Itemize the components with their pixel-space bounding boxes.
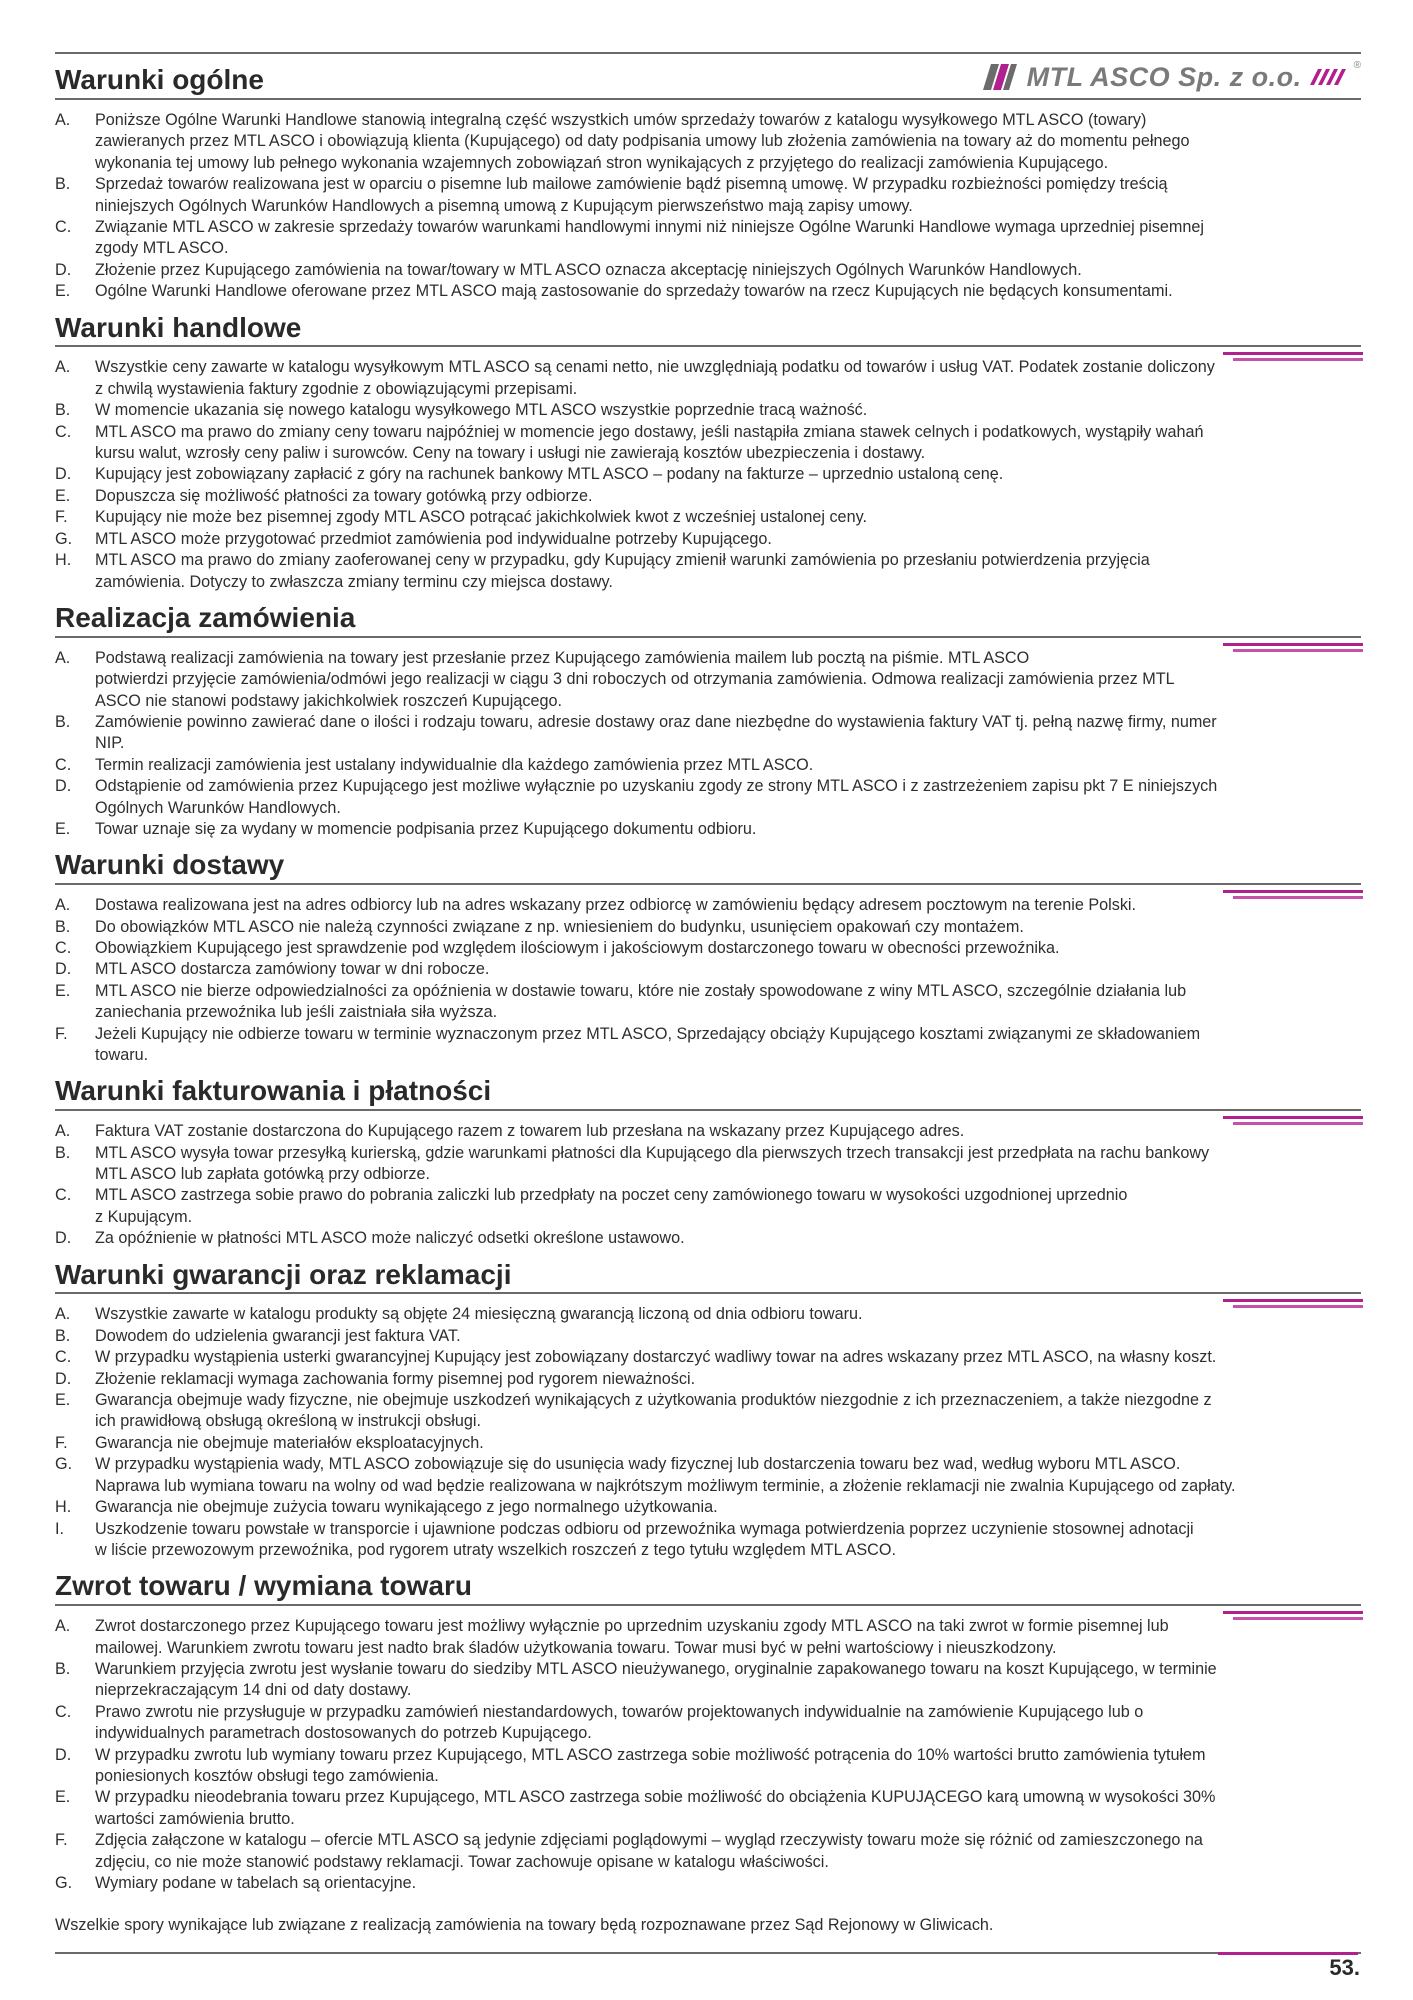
- clause-letter: F.: [55, 508, 68, 527]
- section-title: Warunki gwarancji oraz reklamacji: [55, 1258, 512, 1290]
- clause-item: [55, 776, 1361, 819]
- clause-item: [55, 819, 1361, 840]
- clause-text: Zwrot dostarczonego przez Kupującego towaru jest możliwy wyłącznie po uprzednim uzyskaniu zgody MTL ASCO na taki zwrot w formie pisemnej lub mailowej. Warunkiem zwrotu towaru jest nadto brak śladów użytkowania towaru. Towar musi być w pełni wartościowy i nieuszkodzony.: [95, 1617, 1169, 1657]
- clause-letter: I.: [55, 1519, 64, 1538]
- clause-item: [55, 1659, 1361, 1702]
- section: [55, 1260, 1361, 1562]
- clause-text: W przypadku wystąpienia wady, MTL ASCO zobowiązuje się do usunięcia wady fizycznej lub dostarczenia towaru bez wad, według wyboru MTL ASCO. Naprawa lub wymiana towaru na wolny od wad będzie realizowana w najkrótszym możliwym terminie, a złożenie reklamacji nie zwalnia Kupującego od zapłaty.: [95, 1455, 1236, 1495]
- clause-list: [55, 1304, 1361, 1561]
- clause-letter: B.: [55, 175, 71, 194]
- clause-item: [55, 938, 1361, 959]
- clause-text: Gwarancja nie obejmuje materiałów eksploatacyjnych.: [95, 1433, 484, 1452]
- section-accent-line: [1233, 896, 1363, 899]
- clause-text: Gwarancja obejmuje wady fizyczne, nie obejmuje uszkodzeń wynikających z użytkowania produktów niezgodnie z ich przeznaczeniem, a także niezgodne z ich prawidłową obsługą określoną w instrukcji obsługi.: [95, 1391, 1212, 1431]
- clause-list: [55, 895, 1361, 1066]
- clause-item: [55, 1121, 1361, 1142]
- section-accent-line: [1233, 1305, 1363, 1308]
- clause-item: [55, 422, 1361, 465]
- clause-text: Jeżeli Kupujący nie odbierze towaru w terminie wyznaczonym przez MTL ASCO, Sprzedający obciąży Kupującego kosztami związanymi ze składowaniem towaru.: [95, 1024, 1201, 1065]
- top-rule: [55, 52, 1361, 54]
- clause-item: [55, 648, 1361, 712]
- clause-letter: A.: [55, 896, 71, 915]
- section-header: [55, 850, 1361, 885]
- clause-item: [55, 1390, 1361, 1433]
- clause-text: Ogólne Warunki Handlowe oferowane przez MTL ASCO mają zastosowanie do sprzedaży towarów na rzecz Kupujących nie będących konsumentami.: [95, 282, 1173, 301]
- clause-item: [55, 357, 1361, 400]
- clause-text: Dostawa realizowana jest na adres odbiorcy lub na adres wskazany przez odbiorcę w zamówieniu będący adresem pocztowym na terenie Polski.: [95, 896, 1137, 915]
- clause-text: Kupujący jest zobowiązany zapłacić z góry na rachunek bankowy MTL ASCO – podany na fakturze – uprzednio ustaloną cenę.: [95, 465, 1004, 484]
- clause-text: Podstawą realizacji zamówienia na towary jest przesłanie przez Kupującego zamówienia mailem lub pocztą na piśmie. MTL ASCO potwierdzi przyjęcie zamówienia/odmówi jego realizacji w ciągu 3 dni roboczych od otrzymania zamówienia. Odmowa realizacji zamówienia przez MTL ASCO nie stanowi podstawy jakichkolwiek roszczeń Kupującego.: [95, 648, 1175, 710]
- clause-item: [55, 507, 1361, 528]
- section-accent-line: [1233, 358, 1363, 361]
- clause-item: [55, 1702, 1361, 1745]
- clause-item: [55, 1228, 1361, 1249]
- clause-letter: D.: [55, 1745, 72, 1764]
- section-title: Warunki ogólne: [55, 64, 264, 96]
- clause-text: Dowodem do udzielenia gwarancji jest faktura VAT.: [95, 1326, 461, 1345]
- clause-text: Termin realizacji zamówienia jest ustalany indywidualnie dla każdego zamówienia przez MTL ASCO.: [95, 755, 814, 774]
- section-accent-line: [1233, 1617, 1363, 1620]
- clause-text: Prawo zwrotu nie przysługuje w przypadku zamówień niestandardowych, towarów projektowanych indywidualnie na zamówienie Kupującego lub o indywidualnych parametrach dostosowanych do potrzeb Kupującego.: [95, 1702, 1144, 1743]
- clause-letter: E.: [55, 819, 71, 838]
- clause-text: Za opóźnienie w płatności MTL ASCO może naliczyć odsetki określone ustawowo.: [95, 1229, 685, 1248]
- clause-letter: D.: [55, 1229, 72, 1248]
- clause-text: Sprzedaż towarów realizowana jest w oparciu o pisemne lub mailowe zamówienie bądź pisemną umowę. W przypadku rozbieżności pomiędzy treścią niniejszych Ogólnych Warunków Handlowych a pisemną umową z Kupującym pierwszeństwo mają zapisy umowy.: [95, 175, 1168, 215]
- section-accent-line: [1233, 1122, 1363, 1125]
- section-accent-line: [1223, 1611, 1363, 1614]
- clause-letter: D.: [55, 777, 72, 796]
- clause-text: Obowiązkiem Kupującego jest sprawdzenie pod względem ilościowym i jakościowym dostarczonego towaru w obecności przewoźnika.: [95, 938, 1060, 957]
- clause-letter: B.: [55, 1143, 71, 1162]
- clause-letter: F.: [55, 1024, 68, 1043]
- section-title: Zwrot towaru / wymiana towaru: [55, 1570, 472, 1602]
- clause-letter: C.: [55, 218, 72, 237]
- clause-item: [55, 755, 1361, 776]
- clause-letter: A.: [55, 1305, 71, 1324]
- clause-item: [55, 1745, 1361, 1788]
- clause-letter: A.: [55, 358, 71, 377]
- clause-text: Kupujący nie może bez pisemnej zgody MTL ASCO potrącać jakichkolwiek kwot z wcześniej ustalonej ceny.: [95, 508, 867, 527]
- clause-item: [55, 1185, 1361, 1228]
- clause-letter: E.: [55, 1391, 71, 1410]
- clause-text: MTL ASCO nie bierze odpowiedzialności za opóźnienia w dostawie towaru, które nie zostały spowodowane z winy MTL ASCO, szczególnie działania lub zaniechania przewoźnika lub jeśli zaistniała siła wyższa.: [95, 981, 1187, 1022]
- clause-letter: F.: [55, 1433, 68, 1452]
- clause-text: Dopuszcza się możliwość płatności za towary gotówką przy odbiorze.: [95, 486, 593, 505]
- section: [55, 850, 1361, 1066]
- clause-text: Złożenie przez Kupującego zamówienia na towar/towary w MTL ASCO oznacza akceptację niniejszych Ogólnych Warunków Handlowych.: [95, 260, 1082, 279]
- clause-text: Wszystkie zawarte w katalogu produkty są objęte 24 miesięczną gwarancją liczoną od dnia odbioru towaru.: [95, 1305, 863, 1324]
- clause-letter: A.: [55, 648, 71, 667]
- clause-letter: C.: [55, 1348, 72, 1367]
- clause-text: MTL ASCO ma prawo do zmiany ceny towaru najpóźniej w momencie jego dostawy, jeśli nastąpiła zmiana stawek celnych i podatkowych, wystąpiły wahań kursu walut, wzrosły ceny paliw i surowców. Ceny na towary i usługi nie zawierają kosztów ubezpieczenia i dostawy.: [95, 422, 1204, 463]
- clause-item: [55, 895, 1361, 916]
- section-accent-line: [1223, 1299, 1363, 1302]
- clause-letter: F.: [55, 1831, 68, 1850]
- clause-text: Zdjęcia załączone w katalogu – ofercie MTL ASCO są jedynie zdjęciami poglądowymi – wygląd rzeczywisty towaru może się różnić od zamieszczonego na zdjęciu, co nie może stanowić podstawy reklamacji. Towar zachowuje opisane w katalogu właściwości.: [95, 1831, 1203, 1871]
- clause-text: Faktura VAT zostanie dostarczona do Kupującego razem z towarem lub przesłana na wskazany przez Kupującego adres.: [95, 1122, 965, 1141]
- section-accent-line: [1233, 649, 1363, 652]
- clause-text: Wszystkie ceny zawarte w katalogu wysyłkowym MTL ASCO są cenami netto, nie uwzględniają podatku od towarów i usług VAT. Podatek zostanie doliczony z chwilą wystawienia faktury zgodnie z obowiązującymi przepisami.: [95, 358, 1215, 398]
- clause-text: MTL ASCO zastrzega sobie prawo do pobrania zaliczki lub przedpłaty na poczet ceny zamówionego towaru w wysokości uzgodnionej uprzednio z Kupującym.: [95, 1186, 1128, 1226]
- clause-list: [55, 357, 1361, 592]
- section-accent-line: [1223, 352, 1363, 355]
- clause-letter: B.: [55, 401, 71, 420]
- clause-letter: G.: [55, 1874, 73, 1892]
- section-accent-line: [1223, 1116, 1363, 1119]
- clause-list: [55, 648, 1361, 841]
- section-header: [55, 1571, 1361, 1606]
- clause-item: [55, 1326, 1361, 1347]
- clause-letter: C.: [55, 422, 72, 441]
- section-title: Warunki dostawy: [55, 849, 285, 881]
- clause-item: [55, 981, 1361, 1024]
- clause-letter: A.: [55, 1122, 71, 1141]
- clause-list: [55, 110, 1361, 303]
- clause-item: [55, 1433, 1361, 1454]
- section-header: [55, 1260, 1361, 1295]
- clause-letter: B.: [55, 1326, 71, 1345]
- clause-item: [55, 529, 1361, 550]
- clause-letter: B.: [55, 917, 71, 936]
- clause-item: [55, 1787, 1361, 1830]
- clause-letter: G.: [55, 529, 73, 548]
- company-logo: [977, 60, 1361, 94]
- clause-text: W przypadku wystąpienia usterki gwarancyjnej Kupujący jest zobowiązany dostarczyć wadliwy towar na adres wskazany przez MTL ASCO, na własny koszt.: [95, 1348, 1217, 1367]
- clause-item: [55, 917, 1361, 938]
- page-number: 53.: [1329, 1955, 1360, 1980]
- clause-item: [55, 464, 1361, 485]
- clause-letter: B.: [55, 712, 71, 731]
- clause-item: [55, 174, 1361, 217]
- clause-item: [55, 400, 1361, 421]
- bottom-rule: [55, 1952, 1361, 1954]
- clause-list: [55, 1616, 1361, 1894]
- clause-letter: B.: [55, 1659, 71, 1678]
- clause-list: [55, 1121, 1361, 1249]
- clause-item: [55, 1347, 1361, 1368]
- clause-letter: C.: [55, 1702, 72, 1721]
- clause-text: W przypadku zwrotu lub wymiany towaru przez Kupującego, MTL ASCO zastrzega sobie możliwość potrącenia do 10% wartości brutto zamówienia tytułem poniesionych kosztów obsługi tego zamówienia.: [95, 1745, 1206, 1785]
- clause-text: Odstąpienie od zamówienia przez Kupującego jest możliwe wyłącznie po uzyskaniu zgody ze strony MTL ASCO i z zastrzeżeniem zapisu pkt 7 E niniejszych Ogólnych Warunków Handlowych.: [95, 777, 1218, 817]
- clause-item: [55, 959, 1361, 980]
- clause-item: [55, 486, 1361, 507]
- registered-mark: ®: [1353, 60, 1361, 71]
- section-title: Warunki fakturowania i płatności: [55, 1075, 492, 1107]
- logo-mark-icon: [977, 60, 1021, 94]
- clause-text: Gwarancja nie obejmuje zużycia towaru wynikającego z jego normalnego użytkowania.: [95, 1498, 718, 1517]
- clause-letter: E.: [55, 981, 71, 1000]
- clause-letter: C.: [55, 938, 72, 957]
- sections-container: [55, 60, 1361, 1894]
- clause-letter: D.: [55, 465, 72, 484]
- section-header: [55, 1076, 1361, 1111]
- clause-letter: H.: [55, 1498, 72, 1517]
- clause-item: [55, 1616, 1361, 1659]
- clause-item: [55, 281, 1361, 302]
- clause-letter: E.: [55, 282, 71, 301]
- clause-letter: D.: [55, 960, 72, 979]
- clause-text: Do obowiązków MTL ASCO nie należą czynności związane z np. wniesieniem do budynku, usunięciem opakowań czy montażem.: [95, 917, 1024, 936]
- clause-item: [55, 712, 1361, 755]
- clause-letter: H.: [55, 551, 72, 570]
- clause-letter: G.: [55, 1455, 73, 1474]
- clause-item: [55, 1369, 1361, 1390]
- clause-item: [55, 1830, 1361, 1873]
- clause-text: Uszkodzenie towaru powstałe w transporcie i ujawnione podczas odbioru od przewoźnika wymaga potwierdzenia poprzez uczynienie stosownej adnotacji w liście przewozowym przewoźnika, pod rygorem utraty wszelkich roszczeń z tego tytułu względem MTL ASCO.: [95, 1519, 1194, 1559]
- section: [55, 1076, 1361, 1249]
- clause-item: [55, 217, 1361, 260]
- clause-item: [55, 1519, 1361, 1562]
- clause-letter: E.: [55, 486, 71, 505]
- clause-text: W momencie ukazania się nowego katalogu wysyłkowego MTL ASCO wszystkie poprzednie tracą ważność.: [95, 401, 868, 420]
- clause-text: Towar uznaje się za wydany w momencie podpisania przez Kupującego dokumentu odbioru.: [95, 819, 757, 838]
- footer-text: Wszelkie spory wynikające lub związane z realizacją zamówienia na towary będą rozpoznawane przez Sąd Rejonowy w Gliwicach.: [55, 1916, 994, 1935]
- clause-text: Poniższe Ogólne Warunki Handlowe stanowią integralną część wszystkich umów sprzedaży towarów z katalogu wysyłkowego MTL ASCO (towary) zawieranych przez MTL ASCO i obowiązują klienta (Kupującego) od daty podpisania umowy lub złożenia zamówienia na towary aż do momentu pełnego wykonania tej umowy lub pełnego wykonania wzajemnych zobowiązań stron wynikających z przyjętego do realizacji zamówienia Kupującego.: [95, 111, 1190, 172]
- clause-text: Związanie MTL ASCO w zakresie sprzedaży towarów warunkami handlowymi innymi niż niniejsze Ogólne Warunki Handlowe wymaga uprzedniej pisemnej zgody MTL ASCO.: [95, 218, 1205, 258]
- clause-text: MTL ASCO może przygotować przedmiot zamówienia pod indywidualne potrzeby Kupującego.: [95, 529, 772, 548]
- section: [55, 603, 1361, 840]
- section-header: [55, 60, 1361, 100]
- clause-letter: D.: [55, 1369, 72, 1388]
- section-header: [55, 603, 1361, 638]
- section-title: Realizacja zamówienia: [55, 601, 356, 633]
- clause-item: [55, 110, 1361, 174]
- clause-item: [55, 550, 1361, 593]
- clause-text: MTL ASCO ma prawo do zmiany zaoferowanej ceny w przypadku, gdy Kupujący zmienił warunki zamówienia po przesłaniu potwierdzenia przyjęcia zamówienia. Dotyczy to zwłaszcza zmiany terminu czy miejsca dostawy.: [95, 551, 1150, 591]
- clause-letter: A.: [55, 111, 71, 129]
- section: [55, 1571, 1361, 1894]
- section-header: [55, 313, 1361, 348]
- clause-item: [55, 1304, 1361, 1325]
- clause-letter: A.: [55, 1617, 71, 1636]
- clause-text: Warunkiem przyjęcia zwrotu jest wysłanie towaru do siedziby MTL ASCO nieużywanego, oryginalnie zapakowanego towaru na koszt Kupującego, w terminie nieprzekraczającym 14 dni od daty dostawy.: [95, 1659, 1217, 1700]
- section: [55, 313, 1361, 593]
- clause-letter: C.: [55, 755, 72, 774]
- section-title: Warunki handlowe: [55, 311, 302, 343]
- clause-text: W przypadku nieodebrania towaru przez Kupującego, MTL ASCO zastrzega sobie możliwość do obciążenia KUPUJĄCEGO karą umowną w wysokości 30% wartości zamówienia brutto.: [95, 1788, 1216, 1828]
- clause-letter: D.: [55, 260, 72, 279]
- section-accent-line: [1223, 643, 1363, 646]
- logo-chevrons-icon: [1308, 67, 1348, 87]
- clause-text: Zamówienie powinno zawierać dane o ilości i rodzaju towaru, adresie dostawy oraz dane niezbędne do wystawienia faktury VAT tj. pełną nazwę firmy, numer NIP.: [95, 712, 1217, 753]
- clause-text: Wymiary podane w tabelach są orientacyjne.: [95, 1874, 417, 1892]
- logo-text: MTL ASCO Sp. z o.o.: [1026, 61, 1302, 92]
- clause-item: [55, 1454, 1361, 1497]
- section-accent-line: [1223, 890, 1363, 893]
- document-page: [55, 52, 1361, 1954]
- clause-item: [55, 260, 1361, 281]
- clause-letter: E.: [55, 1788, 71, 1807]
- clause-text: MTL ASCO dostarcza zamówiony towar w dni robocze.: [95, 960, 490, 979]
- clause-item: [55, 1143, 1361, 1186]
- clause-text: MTL ASCO wysyła towar przesyłką kurierską, gdzie warunkami płatności dla Kupującego dla pierwszych trzech transakcji jest przedpłata na rachu bankowy MTL ASCO lub zapłata gotówką przy odbiorze.: [95, 1143, 1210, 1184]
- clause-item: [55, 1497, 1361, 1518]
- clause-letter: C.: [55, 1186, 72, 1205]
- clause-item: [55, 1024, 1361, 1067]
- clause-text: Złożenie reklamacji wymaga zachowania formy pisemnej pod rygorem nieważności.: [95, 1369, 696, 1388]
- clause-item: [55, 1873, 1361, 1894]
- section: [55, 60, 1361, 303]
